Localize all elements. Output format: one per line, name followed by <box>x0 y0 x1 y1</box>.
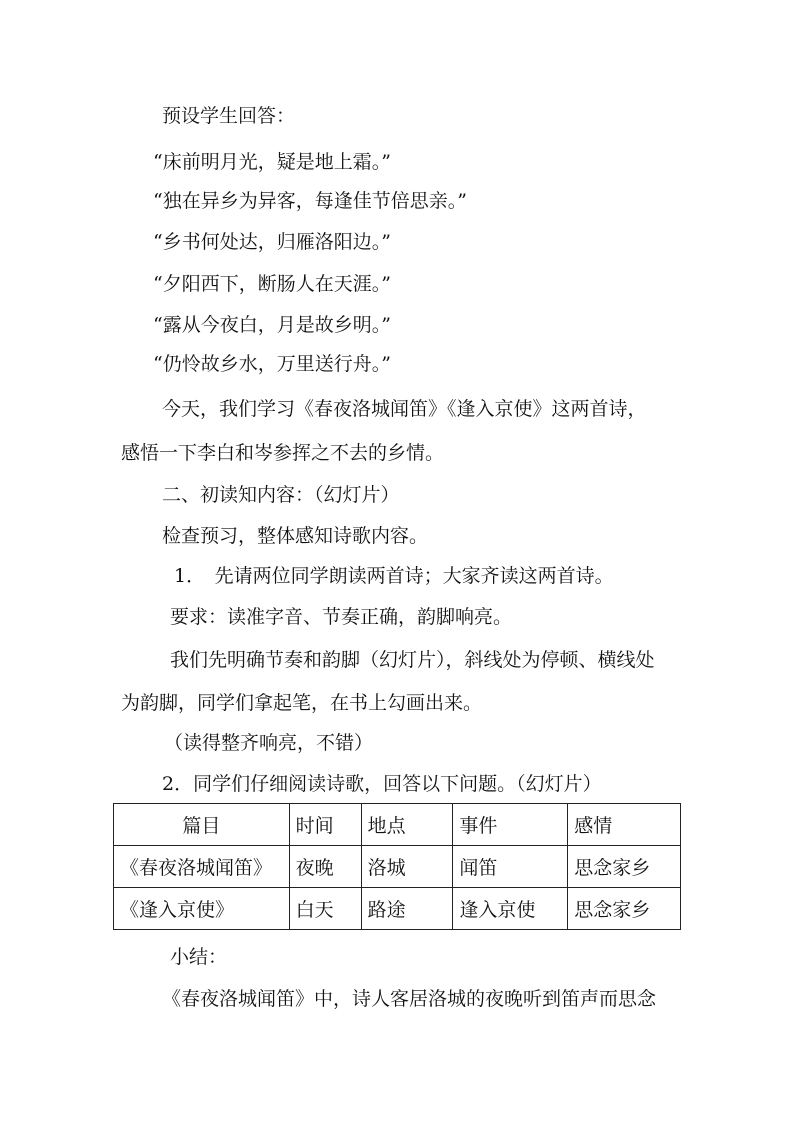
poem-quote-line: “露从今夜白，月是故乡明。” <box>153 314 391 336</box>
summary-label: 小结： <box>170 946 228 968</box>
table-header-cell: 事件 <box>453 804 568 846</box>
paragraph-line: 《春夜洛城闻笛》中，诗人客居洛城的夜晚听到笛声而思念 <box>162 988 657 1010</box>
paragraph-line: （读得整齐响亮，不错） <box>164 732 374 754</box>
table-cell: 闻笛 <box>453 846 568 888</box>
table-header-cell: 时间 <box>289 804 361 846</box>
list-item: 2．同学们仔细阅读诗歌，回答以下问题。（幻灯片） <box>162 773 602 795</box>
list-item: 1． 先请两位同学朗读两首诗；大家齐读这两首诗。 <box>174 565 614 587</box>
paragraph-line: 检查预习，整体感知诗歌内容。 <box>162 525 429 547</box>
poem-quote-line: “独在异乡为异客，每逢佳节倍思亲。” <box>153 190 467 212</box>
paragraph-line: 我们先明确节奏和韵脚（幻灯片），斜线处为停顿、横线处 <box>170 649 655 671</box>
table-cell: 《逢入京使》 <box>114 888 290 930</box>
table-cell: 白天 <box>289 888 361 930</box>
table-cell: 思念家乡 <box>568 846 681 888</box>
text-line: 预设学生回答： <box>162 105 296 127</box>
table-header-cell: 地点 <box>361 804 453 846</box>
poem-quote-line: “床前明月光，疑是地上霜。” <box>153 151 391 173</box>
table-row <box>114 846 681 888</box>
paragraph-line: 今天，我们学习《春夜洛城闻笛》《逢入京使》这两首诗， <box>162 398 647 420</box>
poem-quote-line: “乡书何处达，归雁洛阳边。” <box>153 231 391 253</box>
poem-quote-line: “夕阳西下，断肠人在天涯。” <box>153 273 391 295</box>
table-header-cell: 篇目 <box>114 804 290 846</box>
paragraph-line: 感悟一下李白和岑参挥之不去的乡情。 <box>121 442 445 464</box>
paragraph-line: 为韵脚，同学们拿起笔，在书上勾画出来。 <box>121 692 483 714</box>
table-cell: 路途 <box>361 888 453 930</box>
table-header-cell: 感情 <box>568 804 681 846</box>
section-heading: 二、初读知内容：（幻灯片） <box>162 484 400 506</box>
poem-comparison-table <box>113 803 681 930</box>
table-cell: 逢入京使 <box>453 888 568 930</box>
table-row <box>114 888 681 930</box>
table-cell: 思念家乡 <box>568 888 681 930</box>
paragraph-line: 要求：读准字音、节奏正确，韵脚响亮。 <box>170 606 513 628</box>
table-header-row <box>114 804 681 846</box>
table-cell: 夜晚 <box>289 846 361 888</box>
table-cell: 《春夜洛城闻笛》 <box>114 846 290 888</box>
poem-quote-line: “仍怜故乡水，万里送行舟。” <box>153 353 391 375</box>
table-cell: 洛城 <box>361 846 453 888</box>
